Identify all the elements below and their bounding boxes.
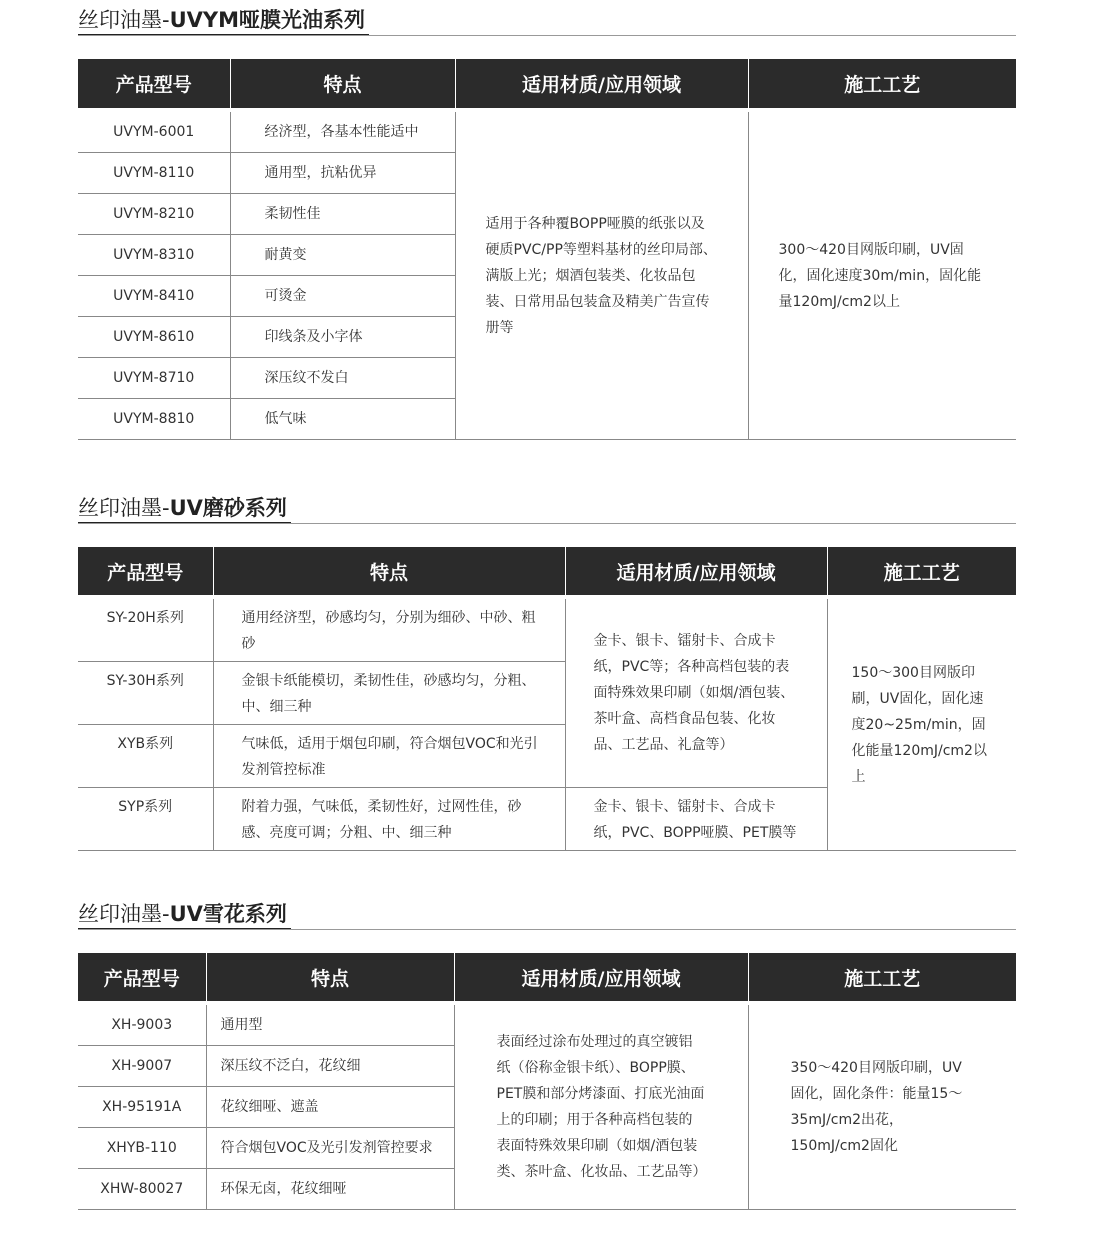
feature-cell: 深压纹不发白: [230, 358, 455, 399]
feature-cell: 花纹细哑、遮盖: [206, 1087, 454, 1128]
model-cell: XH-9003: [78, 1005, 206, 1046]
model-cell: XH-95191A: [78, 1087, 206, 1128]
feature-cell: 气味低，适用于烟包印刷，符合烟包VOC和光引发剂管控标准: [213, 725, 565, 788]
model-cell: SY-20H系列: [78, 599, 213, 662]
header-model: 产品型号: [78, 547, 213, 595]
header-material: 适用材质/应用领域: [455, 59, 748, 108]
model-cell: UVYM-6001: [78, 112, 230, 153]
header-process: 施工工艺: [748, 59, 1016, 108]
product-table: [78, 953, 1016, 1210]
product-table: [78, 547, 1016, 851]
section-title: 丝印油墨-UV雪花系列: [78, 900, 291, 930]
header-process: 施工工艺: [827, 547, 1016, 595]
material-cell: 适用于各种覆BOPP哑膜的纸张以及硬质PVC/PP等塑料基材的丝印局部、满版上光；烟酒包装类、化妆品包装、日常用品包装盒及精美广告宣传册等: [455, 112, 748, 440]
feature-cell: 印线条及小字体: [230, 317, 455, 358]
header-material: 适用材质/应用领域: [454, 953, 748, 1001]
header-feature: 特点: [230, 59, 455, 108]
feature-cell: 附着力强，气味低，柔韧性好，过网性佳，砂感、亮度可调；分粗、中、细三种: [213, 788, 565, 851]
section-divider: [78, 35, 1016, 36]
model-cell: UVYM-8710: [78, 358, 230, 399]
table-row: [78, 599, 1016, 662]
section-title: 丝印油墨-UVYM哑膜光油系列: [78, 6, 369, 36]
feature-cell: 可烫金: [230, 276, 455, 317]
material-cell: 表面经过涂布处理过的真空镀铝纸（俗称金银卡纸）、BOPP膜、PET膜和部分烤漆面、打底光油面上的印刷；用于各种高档包装的表面特殊效果印刷（如烟/酒包装类、茶叶盒、化妆品、工艺品等）: [454, 1005, 748, 1210]
feature-cell: 符合烟包VOC及光引发剂管控要求: [206, 1128, 454, 1169]
header-process: 施工工艺: [748, 953, 1016, 1001]
process-cell: 350～420目网版印刷，UV固化，固化条件：能量15～35mJ/cm2出花，150mJ/cm2固化: [748, 1005, 1016, 1210]
feature-cell: 金银卡纸能模切，柔韧性佳，砂感均匀，分粗、中、细三种: [213, 662, 565, 725]
table-row: [78, 1005, 1016, 1046]
feature-cell: 深压纹不泛白，花纹细: [206, 1046, 454, 1087]
header-model: 产品型号: [78, 953, 206, 1001]
model-cell: SYP系列: [78, 788, 213, 851]
process-cell: 300～420目网版印刷，UV固化，固化速度30m/min，固化能量120mJ/cm2以上: [748, 112, 1016, 440]
header-material: 适用材质/应用领域: [565, 547, 827, 595]
feature-cell: 通用经济型，砂感均匀，分别为细砂、中砂、粗砂: [213, 599, 565, 662]
section-divider: [78, 523, 1016, 524]
model-cell: XYB系列: [78, 725, 213, 788]
model-cell: UVYM-8310: [78, 235, 230, 276]
model-cell: UVYM-8810: [78, 399, 230, 440]
feature-cell: 低气味: [230, 399, 455, 440]
feature-cell: 环保无卤，花纹细哑: [206, 1169, 454, 1210]
model-cell: XHYB-110: [78, 1128, 206, 1169]
header-model: 产品型号: [78, 59, 230, 108]
product-table: [78, 59, 1016, 440]
model-cell: UVYM-8210: [78, 194, 230, 235]
process-cell: 150～300目网版印刷，UV固化，固化速度20~25m/min，固化能量120mJ/cm2以上: [827, 599, 1016, 851]
model-cell: UVYM-8110: [78, 153, 230, 194]
material-cell: 金卡、银卡、镭射卡、合成卡纸，PVC、BOPP哑膜、PET膜等: [565, 788, 827, 851]
header-feature: 特点: [213, 547, 565, 595]
feature-cell: 通用型: [206, 1005, 454, 1046]
section-divider: [78, 929, 1016, 930]
model-cell: UVYM-8410: [78, 276, 230, 317]
feature-cell: 通用型，抗粘优异: [230, 153, 455, 194]
header-feature: 特点: [206, 953, 454, 1001]
feature-cell: 耐黄变: [230, 235, 455, 276]
feature-cell: 柔韧性佳: [230, 194, 455, 235]
material-cell: 金卡、银卡、镭射卡、合成卡纸，PVC等；各种高档包装的表面特殊效果印刷（如烟/酒包装、茶叶盒、高档食品包装、化妆品、工艺品、礼盒等）: [565, 599, 827, 788]
model-cell: XH-9007: [78, 1046, 206, 1087]
model-cell: UVYM-8610: [78, 317, 230, 358]
section-title: 丝印油墨-UV磨砂系列: [78, 494, 291, 524]
model-cell: SY-30H系列: [78, 662, 213, 725]
table-row: [78, 112, 1016, 153]
model-cell: XHW-80027: [78, 1169, 206, 1210]
feature-cell: 经济型，各基本性能适中: [230, 112, 455, 153]
